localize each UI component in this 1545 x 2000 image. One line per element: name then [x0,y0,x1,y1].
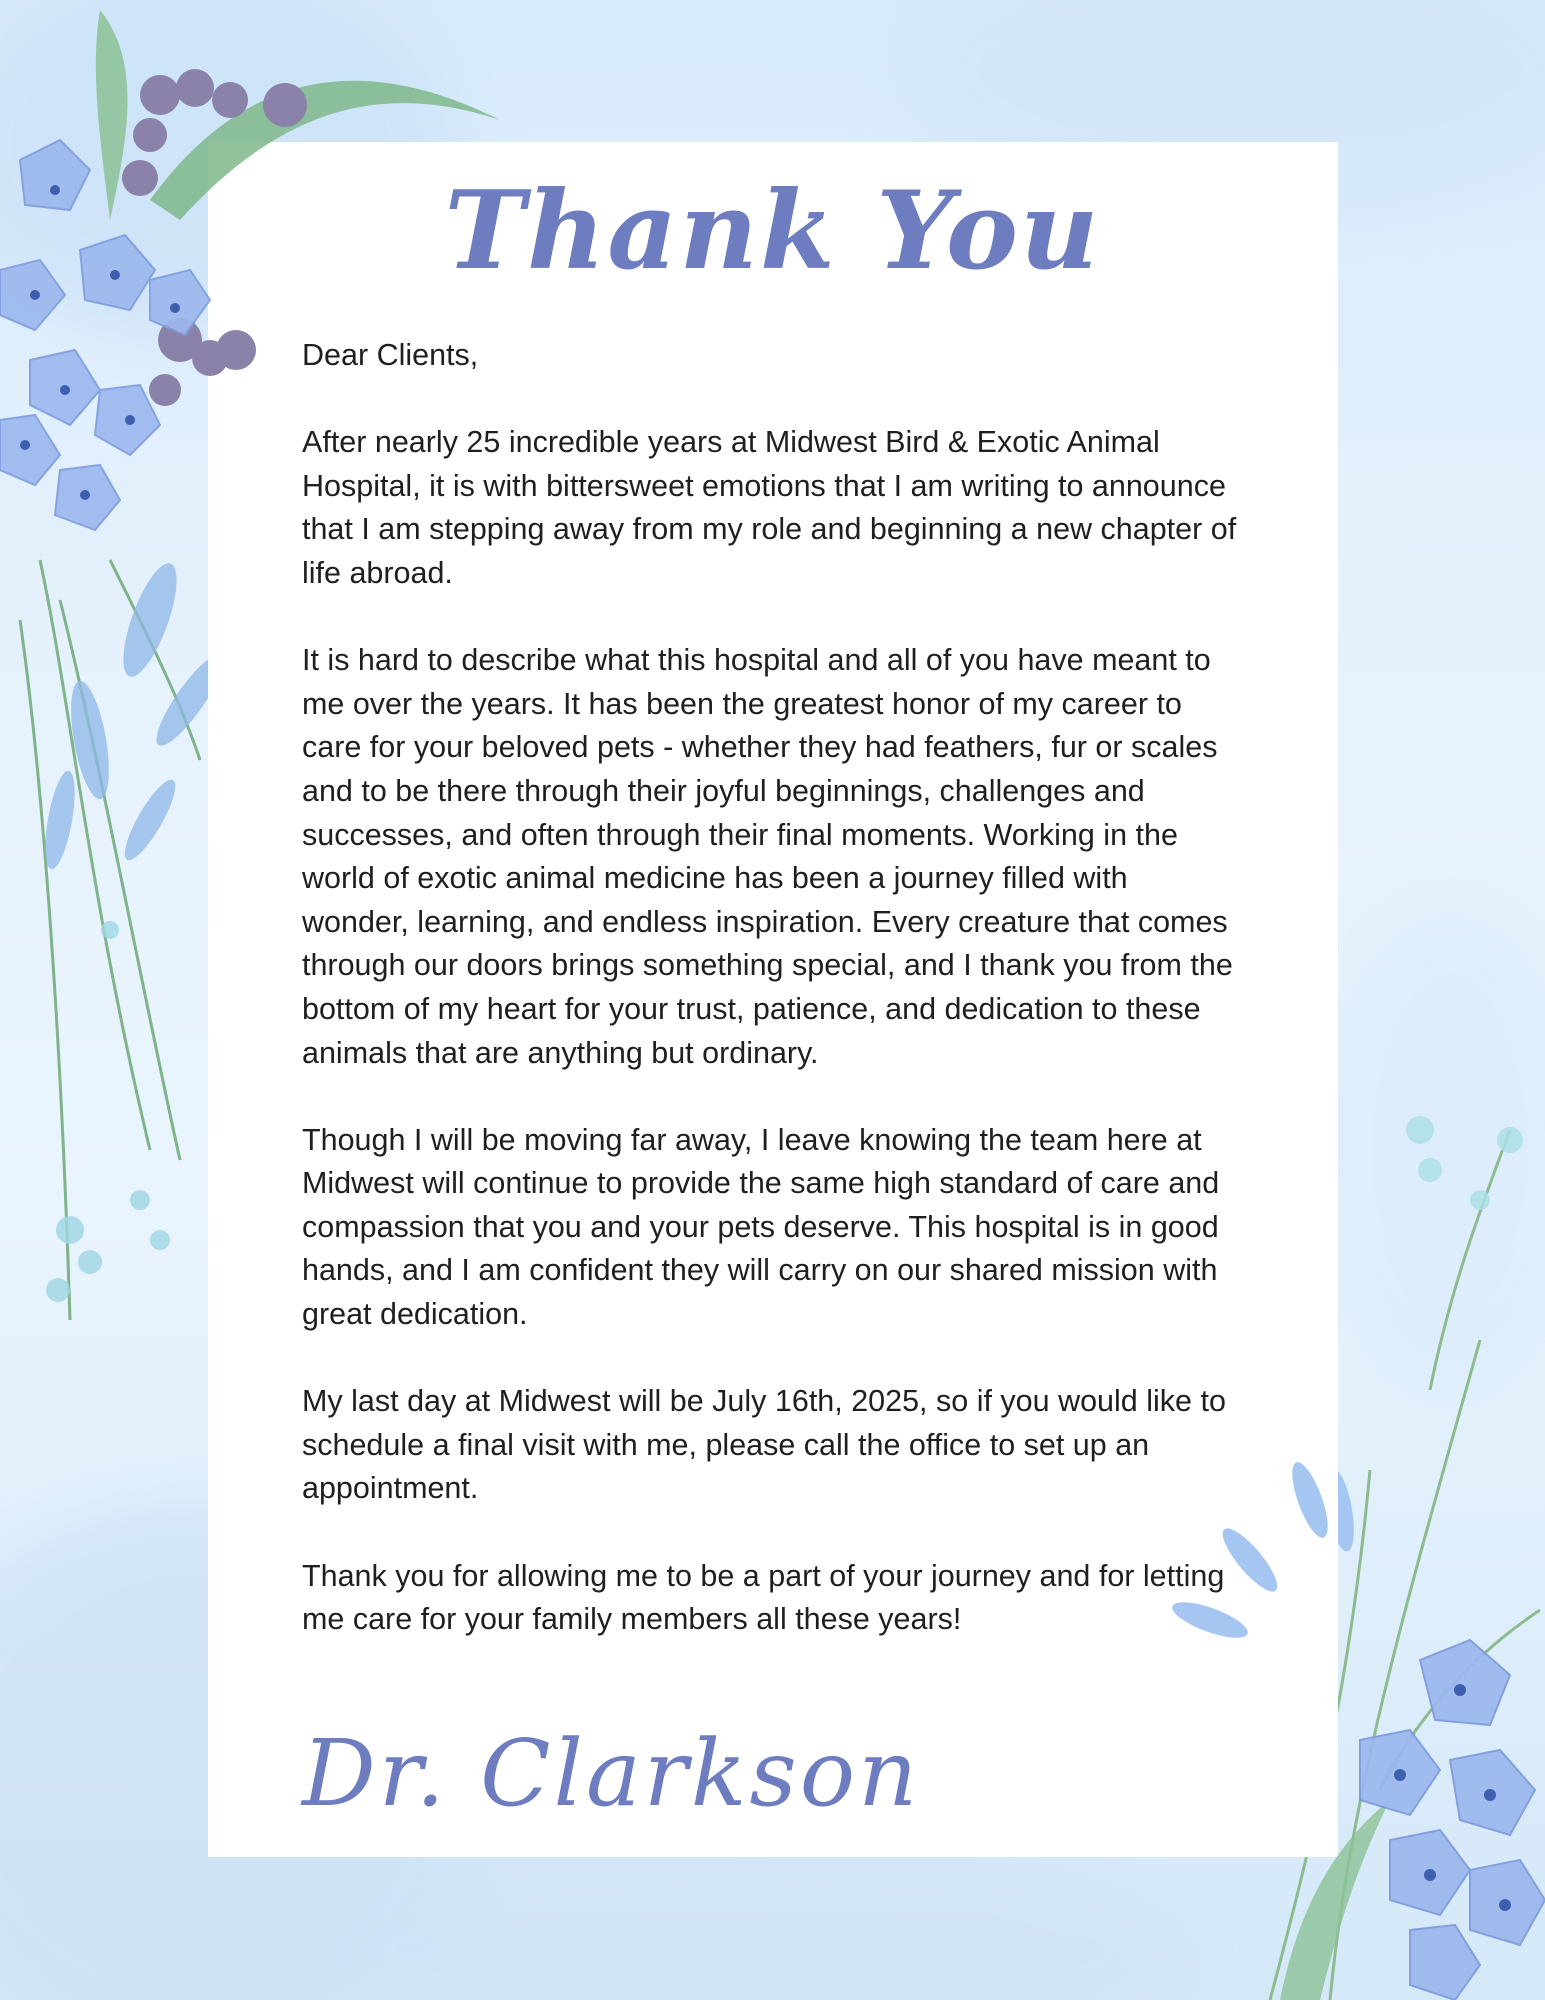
signature: Dr. Clarkson [302,1720,921,1827]
paragraph-last-day: My last day at Midwest will be July 16th, 2025, so if you would like to schedule a final visit with me, please call the office to set up an appointment. [302,1384,1226,1506]
hydrangea-bottom-right-illustration [1190,1380,1545,2000]
letter-body [302,334,1242,1685]
paragraph-team: Though I will be moving far away, I leave knowing the team here at Midwest will continue to provide the same high standard of care and compassion that you and your pets deserve. This hospital is in good hands, and I am confident they will carry on our shared mission with great dedication. [302,1122,1220,1332]
letter-heading: Thank You [444,168,1101,294]
salutation: Dear Clients, [302,338,479,372]
paragraph-closing: Thank you for allowing me to be a part of your journey and for letting me care for your family members all these years! [302,1558,1225,1637]
paragraph-gratitude: It is hard to describe what this hospital and all of you have meant to me over the years. It has been the greatest honor of my career to care for your beloved pets - whether they had feathers, fur or scales and to be there through their joyful beginnings, challenges and successes, and often through their final moments. Working in the world of exotic animal medicine has been a journey filled with wonder, learning, and endless inspiration. Every creature that comes through our doors brings something special, and I thank you from the bottom of my heart for your trust, patience, and dedication to these animals that are anything but ordinary. [302,643,1233,1070]
paragraph-announcement: After nearly 25 incredible years at Midwest Bird & Exotic Animal Hospital, it is with bittersweet emotions that I am writing to announce that I am stepping away from my role and beginning a new chapter of life abroad. [302,425,1237,590]
